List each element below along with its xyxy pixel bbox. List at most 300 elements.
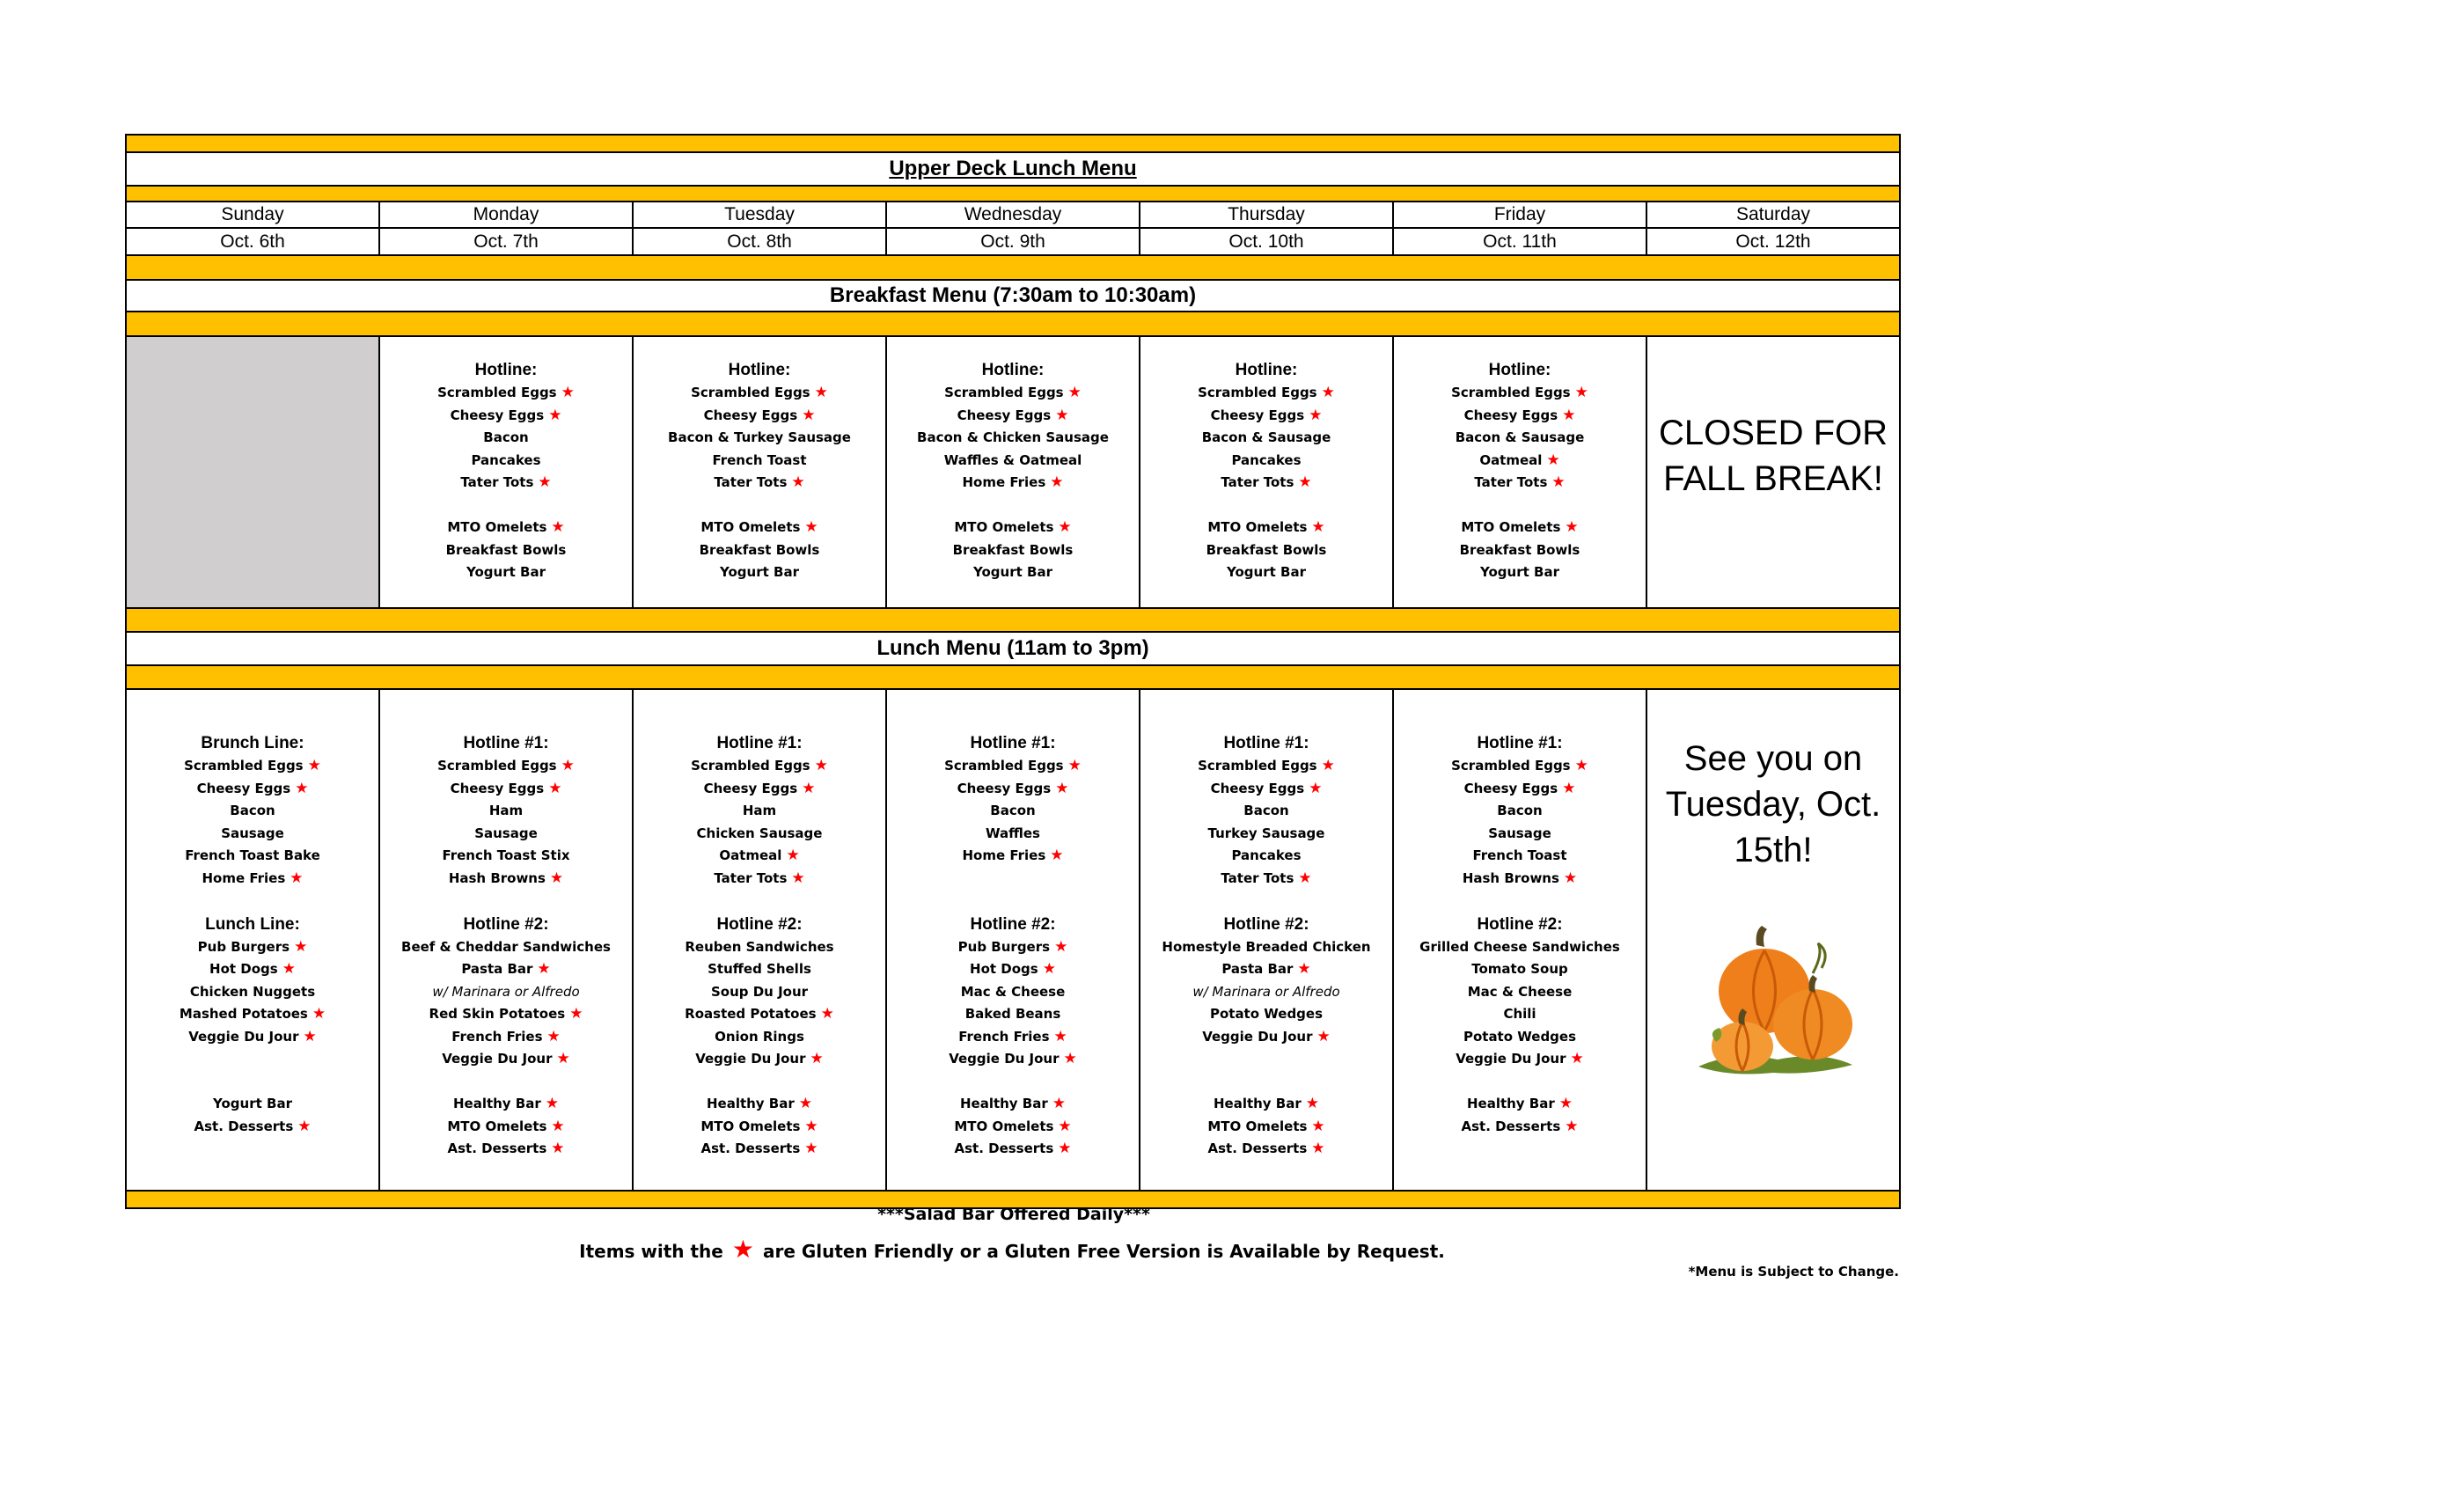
star-icon: ★ [307,757,321,774]
menu-item-text: French Toast Stix [442,847,570,863]
breakfast-col-saturday [1647,337,1899,607]
menu-item [380,1026,632,1049]
menu-item-text: Scrambled Eggs [691,758,810,774]
yellow-band [127,666,1899,690]
star-icon: ★ [1309,406,1323,424]
menu-item-text: Brunch Line: [201,734,304,752]
menu-item-text: Hotline: [1488,361,1551,379]
menu-item-text: Chili [1503,1006,1536,1022]
menu-item-text: Healthy Bar [959,1096,1048,1111]
menu-item-text: Cheesy Eggs [1463,407,1558,423]
menu-item-text: Hotline: [728,361,791,379]
menu-title: Upper Deck Lunch Menu [127,153,1899,187]
menu-change-note: *Menu is Subject to Change. [1688,1264,1899,1280]
star-icon: ★ [294,937,308,956]
menu-item [127,778,378,801]
spacer [1394,1071,1646,1094]
menu-item [887,450,1139,473]
salad-bar-note: ***Salad Bar Offered Daily*** [877,1205,1150,1224]
menu-item-text: Breakfast Bowls [1206,541,1327,558]
menu-item-text: Pasta Bar [461,961,533,977]
menu-item [1394,1116,1646,1139]
star-icon: ★ [1311,1140,1325,1157]
menu-item-text: Home Fries [202,869,286,886]
breakfast-row [127,337,1899,609]
menu-item-text: Hotline #1: [716,734,803,752]
spacer [380,495,632,517]
star-icon: ★ [798,1095,813,1112]
menu-item [380,1093,632,1116]
menu-item [887,936,1139,959]
menu-item [127,868,378,891]
menu-item [1394,755,1646,778]
star-icon: ★ [556,1050,570,1067]
menu-item-text: Hotline: [981,361,1045,379]
menu-item [887,1138,1139,1161]
menu-item-text: Hash Browns [1462,869,1559,886]
menu-item-text: Tater Tots [1221,869,1294,886]
menu-line-heading [127,731,378,755]
menu-item-text: Ast. Desserts [447,1140,547,1156]
menu-item [634,1093,885,1116]
menu-item [380,958,632,981]
menu-item-text: Tater Tots [1474,474,1548,490]
menu-item-text: Bacon & Chicken Sausage [917,429,1109,445]
gluten-note-suffix: are Gluten Friendly or a Gluten Free Version is Available by Request. [762,1241,1445,1262]
menu-item-text: Hot Dogs [209,961,278,977]
menu-item-text: Scrambled Eggs [437,758,557,774]
star-icon: ★ [1055,406,1069,424]
menu-item-text: MTO Omelets [954,519,1054,535]
star-icon: ★ [282,960,296,978]
menu-item-text: Pancakes [471,451,541,468]
day-dates-row [127,229,1899,256]
menu-line-heading [1140,913,1392,936]
menu-item-text: Reuben Sandwiches [685,938,834,955]
star-icon: ★ [814,384,828,401]
spacer [634,890,885,913]
menu-item-text: Hotline #1: [1477,734,1563,752]
day-date-saturday: Oct. 12th [1735,231,1811,252]
menu-item [1140,936,1392,959]
menu-item-text: Tomato Soup [1471,961,1568,977]
menu-item [380,405,632,428]
menu-item-text: Cheesy Eggs [703,780,798,796]
menu-item [1394,539,1646,562]
menu-item [634,517,885,539]
menu-item [1140,778,1392,801]
day-names-row [127,202,1899,229]
saturday-message-line: 15th! [1734,831,1813,869]
menu-item-text: Scrambled Eggs [1198,758,1317,774]
menu-item [634,778,885,801]
menu-item [634,868,885,891]
star-icon: ★ [1067,757,1082,774]
menu-item-text: Roasted Potatoes [685,1006,817,1022]
menu-line-heading [1394,913,1646,936]
yellow-band [127,187,1899,202]
spacer [887,868,1139,891]
menu-item [1394,800,1646,823]
menu-item-text: Yogurt Bar [720,564,799,580]
menu-item [1394,427,1646,450]
menu-item [634,1116,885,1139]
menu-item [1140,450,1392,473]
day-name-thursday: Thursday [1140,202,1394,227]
spacer [887,890,1139,913]
menu-item-text: Veggie Du Jour [1202,1028,1313,1045]
menu-item [887,382,1139,405]
star-icon: ★ [1563,869,1578,887]
menu-line-heading [127,913,378,936]
menu-item [1394,936,1646,959]
menu-item [380,845,632,868]
menu-item [380,778,632,801]
star-icon: ★ [312,1005,326,1023]
menu-item [887,823,1139,846]
menu-item [127,845,378,868]
menu-item [634,1026,885,1049]
menu-item-text: Yogurt Bar [213,1096,292,1111]
day-name-friday: Friday [1394,202,1647,227]
menu-item-text: Veggie Du Jour [695,1051,806,1067]
star-icon: ★ [786,847,800,864]
menu-item-text: MTO Omelets [1461,519,1561,535]
menu-item [634,755,885,778]
star-icon: ★ [804,518,818,536]
menu-item [1140,868,1392,891]
menu-item [887,539,1139,562]
spacer [127,890,378,913]
star-icon: ★ [1052,1095,1067,1112]
menu-item-text: Healthy Bar [1466,1096,1555,1111]
menu-item [1394,472,1646,495]
menu-item [1140,517,1392,539]
menu-item-text: Hash Browns [448,869,546,886]
lunch-header: Lunch Menu (11am to 3pm) [127,633,1899,666]
star-icon: ★ [1058,518,1072,536]
star-icon: ★ [791,473,805,491]
menu-item [634,1048,885,1071]
menu-item-text: Chicken Nuggets [189,983,316,1000]
menu-item-text: Pasta Bar [1221,961,1294,977]
menu-item [1394,1026,1646,1049]
menu-item [887,1048,1139,1071]
menu-item-text: Bacon [230,803,275,818]
menu-item-text: MTO Omelets [447,1118,547,1134]
menu-item [380,868,632,891]
star-icon: ★ [1063,1050,1077,1067]
breakfast-col-friday [1394,337,1647,607]
star-icon: ★ [303,1027,317,1045]
menu-item-text: Grilled Cheese Sandwiches [1419,938,1620,955]
breakfast-col-thursday [1140,337,1394,607]
menu-item-text: Lunch Line: [205,914,300,934]
menu-item [887,981,1139,1004]
menu-item [1140,405,1392,428]
menu-item [887,1116,1139,1139]
menu-item [1394,517,1646,539]
star-icon: ★ [1574,757,1588,774]
menu-item [1140,981,1392,1004]
menu-item [1140,539,1392,562]
star-icon: ★ [1321,384,1335,401]
star-icon: ★ [804,1140,818,1157]
menu-item-text: Ast. Desserts [1207,1140,1308,1156]
menu-item [887,1003,1139,1026]
menu-item [380,1116,632,1139]
menu-item [1394,1048,1646,1071]
menu-item-text: MTO Omelets [447,519,547,535]
menu-item-text: Scrambled Eggs [944,385,1064,400]
menu-item [1394,845,1646,868]
star-icon: ★ [551,1117,565,1135]
menu-item [634,823,885,846]
menu-item-text: Scrambled Eggs [1198,385,1317,400]
day-date-tuesday: Oct. 8th [634,229,887,254]
yellow-band [127,609,1899,633]
star-icon: ★ [1558,1095,1573,1112]
menu-item-text: Cheesy Eggs [1210,780,1305,796]
menu-item-text: Potato Wedges [1209,1006,1324,1022]
menu-item-text: Beef & Cheddar Sandwiches [401,938,611,955]
menu-line-heading [380,358,632,382]
gluten-note [458,1235,1566,1264]
menu-item-text: Bacon [1243,803,1289,818]
menu-item [1394,958,1646,981]
menu-item-text: Ham [742,803,777,818]
menu-line-heading [380,913,632,936]
star-icon: ★ [1050,473,1064,491]
menu-item [1140,472,1392,495]
star-icon: ★ [290,869,304,887]
star-icon: ★ [1562,406,1576,424]
star-icon: ★ [1053,1027,1067,1045]
menu-line-heading [887,731,1139,755]
menu-item-text: Cheesy Eggs [1210,407,1305,423]
menu-item-text: Bacon [990,803,1036,818]
menu-item-text: Homestyle Breaded Chicken [1162,938,1371,955]
menu-item-text: Healthy Bar [452,1096,541,1111]
star-icon: ★ [1067,384,1082,401]
menu-table [125,134,1901,1209]
menu-item [127,755,378,778]
menu-item-text: Chicken Sausage [696,825,823,841]
menu-item-text: French Fries [451,1028,543,1045]
menu-item [380,1048,632,1071]
menu-item-text: Breakfast Bowls [1459,541,1580,558]
menu-item-text: Baked Beans [964,1006,1061,1022]
star-icon: ★ [537,960,551,978]
day-date-thursday: Oct. 10th [1140,229,1394,254]
menu-item [1140,1116,1392,1139]
menu-item-text: Ast. Desserts [954,1140,1054,1156]
menu-item-text: Hot Dogs [970,961,1038,977]
star-icon: ★ [548,406,562,424]
menu-item-text: Hotline #2: [970,914,1056,934]
menu-item [127,800,378,823]
day-date-friday: Oct. 11th [1394,229,1647,254]
closed-message-line: FALL BREAK! [1663,459,1883,498]
day-date-sunday: Oct. 6th [127,229,380,254]
day-name-wednesday: Wednesday [887,202,1140,227]
star-icon: ★ [1562,779,1576,797]
menu-item-text: Hotline: [1235,361,1298,379]
menu-item-text: French Toast [1472,847,1567,863]
star-icon: ★ [1305,1095,1320,1112]
menu-item-text: Cheesy Eggs [1463,780,1558,796]
day-date-wednesday: Oct. 9th [887,229,1140,254]
spacer [634,495,885,517]
star-icon: ★ [569,1005,583,1023]
menu-item-text: Sausage [474,825,538,841]
spacer [1394,890,1646,913]
menu-item-text: Healthy Bar [1213,1096,1302,1111]
star-icon: ★ [1551,473,1566,491]
menu-item [1140,1138,1392,1161]
star-icon: ★ [1574,384,1588,401]
menu-item-text: Bacon & Turkey Sausage [668,429,851,445]
spacer [887,495,1139,517]
menu-item-text: Cheesy Eggs [450,780,545,796]
menu-item-text: Hotline #2: [1477,914,1563,934]
menu-line-heading [634,358,885,382]
menu-item-text: Tater Tots [460,474,534,490]
menu-line-heading [887,358,1139,382]
lunch-row [127,690,1899,1192]
menu-item [634,800,885,823]
spacer [634,1071,885,1094]
menu-item-text: MTO Omelets [954,1118,1054,1134]
menu-item-text: MTO Omelets [1207,1118,1308,1134]
star-icon: ★ [820,1005,834,1023]
menu-item [887,427,1139,450]
day-name-sunday: Sunday [127,202,380,227]
star-icon: ★ [791,869,805,887]
spacer [887,1071,1139,1094]
star-icon: ★ [1055,779,1069,797]
star-icon: ★ [295,779,309,797]
star-icon: ★ [1311,518,1325,536]
menu-item [127,936,378,959]
star-icon: ★ [1309,779,1323,797]
menu-item-text: Potato Wedges [1463,1028,1577,1045]
menu-item [634,539,885,562]
menu-item [380,517,632,539]
spacer [380,890,632,913]
menu-item [634,845,885,868]
menu-item-text: Mac & Cheese [1467,983,1573,1000]
star-icon: ★ [731,1235,754,1264]
star-icon: ★ [545,1095,560,1112]
menu-item-text: Ast. Desserts [1461,1118,1561,1134]
pumpkins-icon [1681,919,1866,1077]
menu-item [1140,1093,1392,1116]
menu-item-text: Oatmeal [719,847,782,863]
menu-item [380,755,632,778]
day-date-monday: Oct. 7th [380,229,634,254]
menu-item-text: Stuffed Shells [708,961,811,977]
menu-item-text: Ast. Desserts [194,1118,294,1134]
menu-line-heading [1140,358,1392,382]
star-icon: ★ [548,779,562,797]
breakfast-col-tuesday [634,337,887,607]
menu-item [634,405,885,428]
lunch-col-wednesday [887,690,1140,1190]
breakfast-col-monday [380,337,634,607]
star-icon: ★ [561,757,575,774]
menu-item-text: Hotline #1: [1223,734,1309,752]
star-icon: ★ [1570,1050,1584,1067]
menu-item-text: Sausage [1488,825,1551,841]
lunch-col-tuesday [634,690,887,1190]
star-icon: ★ [1316,1027,1331,1045]
menu-item-text: French Toast Bake [185,847,320,863]
menu-item-text: Scrambled Eggs [184,758,304,774]
menu-item [1394,1093,1646,1116]
menu-item [1394,778,1646,801]
menu-item-text: Veggie Du Jour [949,1051,1060,1067]
menu-item [1140,845,1392,868]
breakfast-header: Breakfast Menu (7:30am to 10:30am) [127,281,1899,312]
star-icon: ★ [549,869,564,887]
gluten-note-prefix: Items with the [579,1241,723,1262]
menu-item [127,1026,378,1049]
menu-item-text: Cheesy Eggs [703,407,798,423]
day-name-tuesday: Tuesday [634,202,887,227]
menu-item [634,981,885,1004]
menu-item [887,1093,1139,1116]
menu-item-text: Pancakes [1231,847,1302,863]
menu-item-text: Breakfast Bowls [952,541,1074,558]
menu-item-text: Yogurt Bar [466,564,546,580]
menu-item [127,981,378,1004]
menu-item [380,1138,632,1161]
menu-item-text: Scrambled Eggs [944,758,1064,774]
star-icon: ★ [1058,1117,1072,1135]
menu-item-text: Cheesy Eggs [196,780,291,796]
yellow-band [127,136,1899,153]
menu-item [380,382,632,405]
menu-item [1140,1003,1392,1026]
lunch-col-saturday [1647,690,1899,1190]
menu-item [1394,450,1646,473]
menu-item-text: Breakfast Bowls [699,541,820,558]
menu-item-text: Home Fries [962,474,1046,490]
breakfast-col-sunday [127,337,380,607]
menu-item [634,1138,885,1161]
menu-line-heading [634,913,885,936]
menu-item-text: Scrambled Eggs [437,385,557,400]
menu-item [887,561,1139,584]
menu-item [887,845,1139,868]
star-icon: ★ [1054,937,1068,956]
menu-item-text: Hotline #1: [970,734,1056,752]
menu-item-text: Cheesy Eggs [450,407,545,423]
menu-item-text: Mac & Cheese [960,983,1066,1000]
menu-item [380,539,632,562]
menu-item [634,427,885,450]
menu-item [127,1003,378,1026]
menu-item [1140,823,1392,846]
menu-item [380,1003,632,1026]
spacer [1140,890,1392,913]
menu-item [887,958,1139,981]
star-icon: ★ [546,1027,561,1045]
menu-item [380,472,632,495]
menu-item [887,517,1139,539]
menu-item [1140,800,1392,823]
